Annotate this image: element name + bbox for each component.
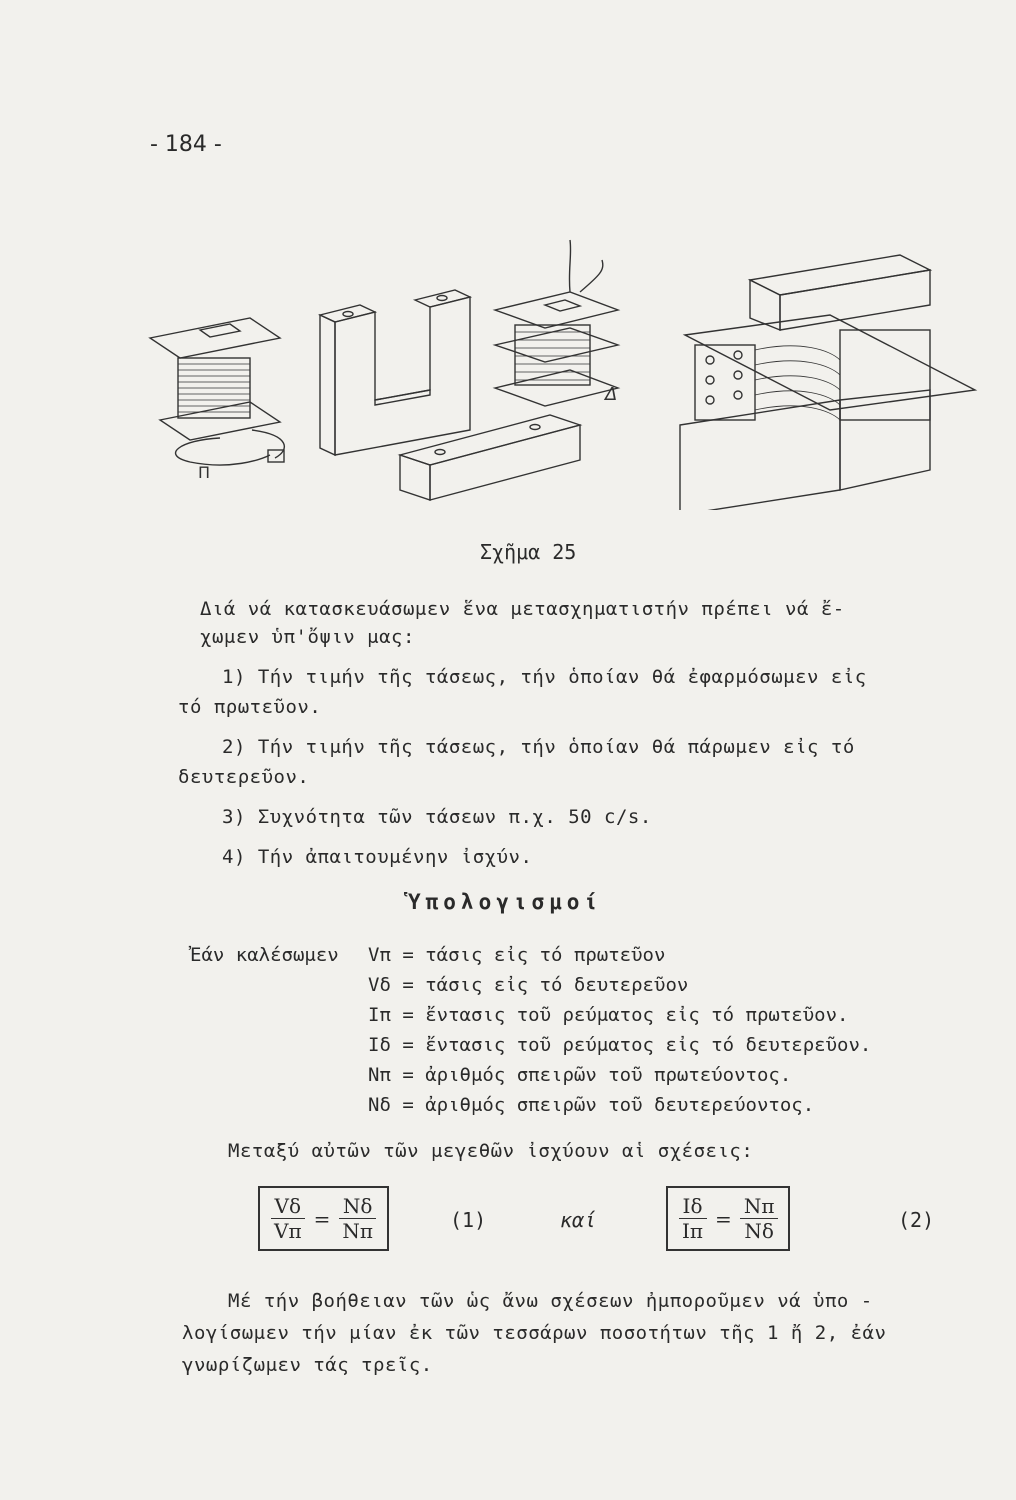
definitions-intro: Ἐάν καλέσωμεν	[190, 944, 339, 966]
intro-line-2: χωμεν ὑπ'ὄψιν μας:	[200, 626, 415, 648]
item-2b: δευτερεῦον.	[178, 766, 310, 788]
coil-pi	[150, 318, 284, 465]
transformer-figure	[140, 230, 990, 510]
assembled-transformer	[680, 255, 975, 510]
definition-row: Vδ = τάσις εἰς τό δευτερεῦον	[368, 974, 689, 996]
intro-line-1: Διά νά κατασκευάσωμεν ἕνα μετασχηματιστήν πρέπει νά ἔ-	[200, 598, 845, 620]
item-2a: 2) Τήν τιμήν τῆς τάσεως, τήν ὁποίαν θά πάρωμεν εἰς τό	[222, 736, 855, 758]
item-3: 3) Συχνότητα τῶν τάσεων π.χ. 50 c/s.	[222, 806, 652, 828]
definition-row: Nπ = ἀριθμός σπειρῶν τοῦ πρωτεύοντος.	[368, 1064, 792, 1086]
relations-intro: Μεταξύ αὐτῶν τῶν μεγεθῶν ἰσχύουν αἱ σχέσεις:	[228, 1140, 754, 1162]
conclusion-line-2: λογίσωμεν τήν μίαν ἐκ τῶν τεσσάρων ποσοτήτων τῆς 1 ἤ 2, ἐάν	[182, 1322, 887, 1344]
label-delta: Δ	[605, 384, 618, 405]
formula-1: $\frac{V\delta}{V\pi}$ = $\frac{N\delta}{N\pi}$	[258, 1186, 389, 1251]
item-1a: 1) Τήν τιμήν τῆς τάσεως, τήν ὁποίαν θά ἐφαρμόσωμεν εἰς	[222, 666, 867, 688]
section-heading: Ὑπολογισμοί	[408, 890, 603, 914]
formula-2: $\frac{I\delta}{I\pi}$ = $\frac{N\pi}{N\delta}$	[666, 1186, 790, 1251]
u-core	[320, 290, 470, 455]
definition-row: Iδ = ἔντασις τοῦ ρεύματος εἰς τό δευτερεῦον.	[368, 1034, 872, 1056]
page-number: - 184 -	[150, 132, 222, 157]
conclusion-line-1: Μέ τήν βοήθειαν τῶν ὡς ἄνω σχέσεων ἠμποροῦμεν νά ὑπο -	[228, 1290, 873, 1312]
figure-caption: Σχῆμα 25	[480, 540, 577, 564]
definition-row: Iπ = ἔντασις τοῦ ρεύματος εἰς τό πρωτεῦον.	[368, 1004, 849, 1026]
formula-1-tag: (1)	[450, 1208, 487, 1232]
i-bar	[400, 415, 580, 500]
item-1b: τό πρωτεῦον.	[178, 696, 322, 718]
label-pi: Π	[198, 463, 211, 482]
item-4: 4) Τήν ἀπαιτουμένην ἰσχύν.	[222, 846, 533, 868]
conjunction: καί	[560, 1208, 597, 1232]
coil-delta	[495, 240, 618, 406]
definition-row: Nδ = ἀριθμός σπειρῶν τοῦ δευτερεύοντος.	[368, 1094, 815, 1116]
conclusion-line-3: γνωρίζωμεν τάς τρεῖς.	[182, 1354, 433, 1376]
definition-row: Vπ = τάσις εἰς τό πρωτεῦον	[368, 944, 666, 966]
formula-2-tag: (2)	[898, 1208, 935, 1232]
